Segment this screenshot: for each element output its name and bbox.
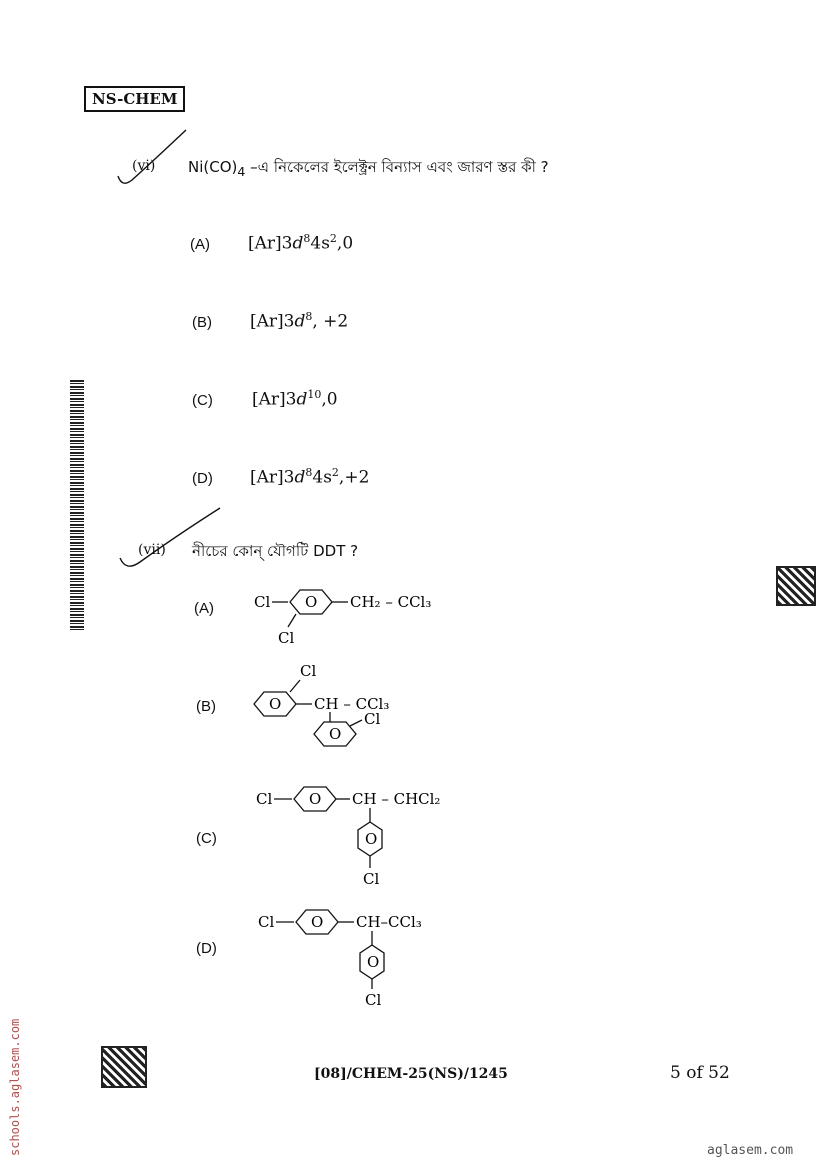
option-text: $[Ar]3d^84s^2,+2$ xyxy=(250,466,370,488)
side-chain: CH – CCl₃ xyxy=(314,695,390,713)
barcode-image xyxy=(70,380,84,630)
svg-text:O: O xyxy=(365,830,378,848)
cl-label: Cl xyxy=(258,913,275,931)
cl-label: Cl xyxy=(365,991,382,1009)
option-label: (A) xyxy=(190,236,210,253)
cl-label: Cl xyxy=(278,629,295,647)
svg-text:O: O xyxy=(311,913,324,931)
structure-c xyxy=(250,782,510,892)
corner-watermark: aglasem.com xyxy=(707,1143,794,1158)
stem-text: –এ নিকেলের ইলেক্ট্রন বিন্যাস এবং জারণ স্তর কী ? xyxy=(245,158,549,176)
svg-text:O: O xyxy=(329,725,342,743)
side-watermark xyxy=(4,960,24,1160)
formula-subscript: 4 xyxy=(237,164,246,179)
option-label: (C) xyxy=(192,392,213,409)
cl-label: Cl xyxy=(256,790,273,808)
svg-text:O: O xyxy=(309,790,322,808)
formula-text: Ni(CO) xyxy=(188,158,238,176)
page-number: 5 of 52 xyxy=(670,1063,730,1083)
svg-text:O: O xyxy=(367,953,380,971)
option-text: $[Ar]3d^{10},0$ xyxy=(252,388,338,410)
option-label: (A) xyxy=(194,600,214,617)
option-text: $[Ar]3d^8$, +2 xyxy=(250,310,349,332)
structure-a xyxy=(250,585,510,655)
option-label: (B) xyxy=(196,698,216,715)
side-chain: CH – CHCl₂ xyxy=(352,790,441,808)
structure-d xyxy=(250,905,510,1010)
svg-text:O: O xyxy=(269,695,282,713)
qr-code-image xyxy=(776,566,816,606)
option-label: (D) xyxy=(196,940,217,957)
question-stem: নীচের কোন্ যৌগটি DDT ? xyxy=(192,542,359,560)
question-number: (vii) xyxy=(138,542,166,558)
paper-code-box: NS-CHEM xyxy=(84,86,185,112)
question-number: (vi) xyxy=(132,158,156,174)
svg-text:O: O xyxy=(305,593,318,611)
qr-code-image xyxy=(101,1046,147,1088)
option-text: $[Ar]3d^84s^2,0$ xyxy=(248,232,354,254)
option-label: (C) xyxy=(196,830,217,847)
footer-paper-code: [08]/CHEM-25(NS)/1245 xyxy=(314,1066,508,1082)
question-stem xyxy=(188,156,549,181)
cl-label: Cl xyxy=(363,870,380,888)
cl-label: Cl xyxy=(254,593,271,611)
svg-text:schools.aglasem.com: schools.aglasem.com xyxy=(8,1018,22,1156)
cl-label: Cl xyxy=(364,710,381,728)
option-label: (B) xyxy=(192,314,212,331)
structure-b xyxy=(250,660,510,760)
side-chain: CH–CCl₃ xyxy=(356,913,422,931)
cl-label: Cl xyxy=(300,662,317,680)
option-label: (D) xyxy=(192,470,213,487)
side-chain: CH₂ – CCl₃ xyxy=(350,593,432,611)
